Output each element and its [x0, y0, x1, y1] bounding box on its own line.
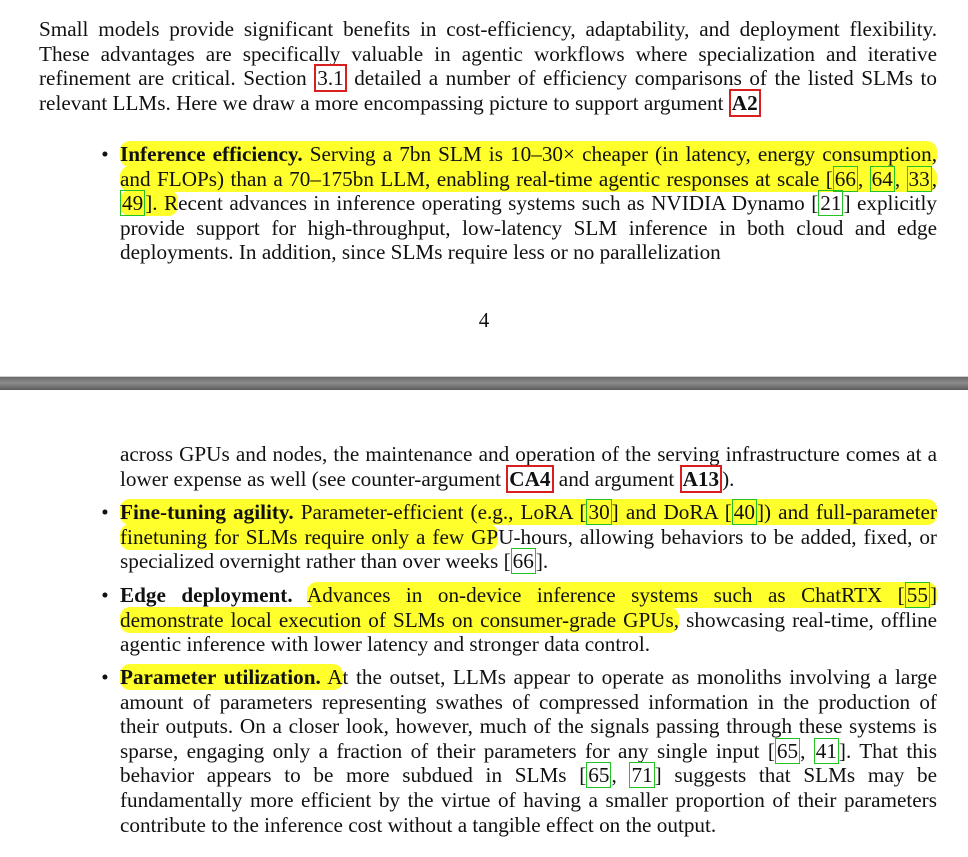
- highlighted-text: Serving a 7bn SLM is 10–30× cheaper (in latency, energy consumption, and FLOPs) than a 70–175bn LLM, enabling real-time agentic responses at scale: [120, 142, 937, 191]
- bullet-dot: •: [101, 500, 109, 524]
- bullet-heading: Edge deployment.: [120, 583, 293, 607]
- body-text: ecent advances in inference operating systems such as NVIDIA Dynamo: [178, 191, 805, 216]
- bullet-dot: •: [101, 142, 109, 166]
- highlighted-text: and DoRA: [625, 500, 718, 524]
- intro-text-2: detailed a number of efficiency comparisons of the listed SLMs to relevant LLMs. Here we draw a more encompassing picture to support argument: [39, 66, 937, 115]
- intro-text-1: Small models provide significant benefits in cost-efficiency, adaptability, and deployment flexibility. These advantages are specifically valuable in agentic workflows where specialization and iterative refinement are critical. Section: [39, 17, 937, 91]
- continuation-paragraph: [120, 442, 937, 491]
- highlighted-text: . R: [152, 191, 179, 216]
- body-text: . That this behavior appears to be more subdued in SLMs: [120, 738, 938, 788]
- citation-link[interactable]: 30: [588, 500, 610, 524]
- bullet-dot: •: [101, 583, 109, 607]
- body-text: explicitly provide support for high-throughput, low-latency SLM inference in both cloud and edge deployments. In addition, since SLMs require less or no parallelization: [120, 191, 937, 265]
- body-text: suggests that SLMs may be fundamentally more efficient by the virtue of having a smaller proportion of their parameters contribute to the inference cost without a tangible effect on the output.: [120, 763, 938, 837]
- citation-link[interactable]: 71: [631, 763, 653, 788]
- citation-link[interactable]: 55: [906, 583, 928, 607]
- bullet-dot: •: [101, 665, 109, 689]
- bullet-heading: Fine-tuning agility.: [120, 500, 294, 524]
- page-divider: [0, 377, 968, 390]
- bullet-parameter-utilization: • Parameter utilization. At the outset, LLMs appear to operate as monoliths involving a large amount of parameters representing swathes of compressed information in the production of their outputs. On a closer look, however, much of the signals passing through these systems is sparse, engaging only a fraction of their parameters for any single input [65, 41]. That this behavior appears to be more subdued in SLMs [65, 71] suggests that SLMs may be fundamentally more efficient by the virtue of having a smaller proportion of their parameters contribute to the inference cost without a tangible effect on the output.: [120, 665, 937, 837]
- page-number: 4: [478, 308, 490, 332]
- citation-link[interactable]: 33: [908, 166, 930, 191]
- bullet-edge-deployment: • Edge deployment. Advances in on-device inference systems such as ChatRTX [55] demonstrate local execution of SLMs on consumer-grade GPUs, showcasing real-time, offline agentic inference with lower latency and stronger data control.: [120, 583, 937, 657]
- bullet-heading: Parameter utilization.: [120, 665, 321, 689]
- highlighted-text: demonstrate local execution of SLMs on consumer-grade GPUs,: [120, 607, 680, 632]
- argument-a2-link[interactable]: A2: [729, 89, 761, 117]
- body-text: U-hours, allowing behaviors to be added, fixed, or specialized overnight rather than over weeks: [120, 524, 937, 574]
- bullet-fine-tuning-agility: • Fine-tuning agility. Parameter-efficient (e.g., LoRA [30] and DoRA [40]) and full-parameter finetuning for SLMs require only a few GPU-hours, allowing behaviors to be added, fixed, or specialized overnight rather than over weeks [66].: [120, 500, 937, 574]
- counter-argument-ca4-link[interactable]: CA4: [506, 465, 553, 493]
- highlighted-text: Parameter-efficient (e.g., LoRA: [293, 500, 573, 524]
- intro-paragraph: [39, 17, 937, 115]
- argument-a13-link[interactable]: A13: [680, 465, 723, 493]
- body-text: ).: [722, 466, 735, 491]
- highlighted-text: A: [327, 665, 343, 689]
- citation-link[interactable]: 41: [815, 738, 837, 763]
- citation-link[interactable]: 64: [871, 166, 893, 191]
- citation-link[interactable]: 65: [588, 763, 610, 788]
- citation-link[interactable]: 21: [820, 191, 842, 216]
- bullet-heading: Inference efficiency.: [120, 142, 303, 166]
- body-text: showcasing real-time, offline agentic inference with lower latency and stronger data control.: [120, 607, 937, 657]
- body-text: and argument: [558, 466, 675, 491]
- citation-link[interactable]: 40: [733, 500, 755, 524]
- citation-link[interactable]: 65: [776, 738, 799, 763]
- citation-link[interactable]: 66: [512, 549, 534, 574]
- bullet-inference-efficiency: • Inference efficiency. Serving a 7bn SLM is 10–30× cheaper (in latency, energy consumption, and FLOPs) than a 70–175bn LLM, enabling real-time agentic responses at scale [66, 64, 33, 49]. Recent advances in inference operating systems such as NVIDIA Dynamo [21] explicitly provide support for high-throughput, low-latency SLM inference in both cloud and edge deployments. In addition, since SLMs require less or no parallelization: [120, 142, 937, 265]
- section-ref-link[interactable]: 3.1: [314, 64, 346, 92]
- citation-link[interactable]: 49: [122, 191, 144, 216]
- highlighted-text: ) and full-parameter finetuning for SLMs require only a few GP: [120, 500, 937, 549]
- citation-link[interactable]: 66: [834, 166, 856, 191]
- body-text: across GPUs and nodes, the maintenance and operation of the serving infrastructure comes at a lower expense as well (see counter-argument: [120, 442, 937, 491]
- highlighted-text: Advances in on-device inference systems such as ChatRTX: [306, 583, 883, 607]
- body-text: t the outset, LLMs appear to operate as monoliths involving a large amount of parameters representing swathes of compressed information in the production of their outputs. On a closer look, however, much of the signals passing through these systems is sparse, engaging only a fraction of their parameters for any single input: [120, 665, 937, 763]
- body-text: .: [542, 549, 549, 574]
